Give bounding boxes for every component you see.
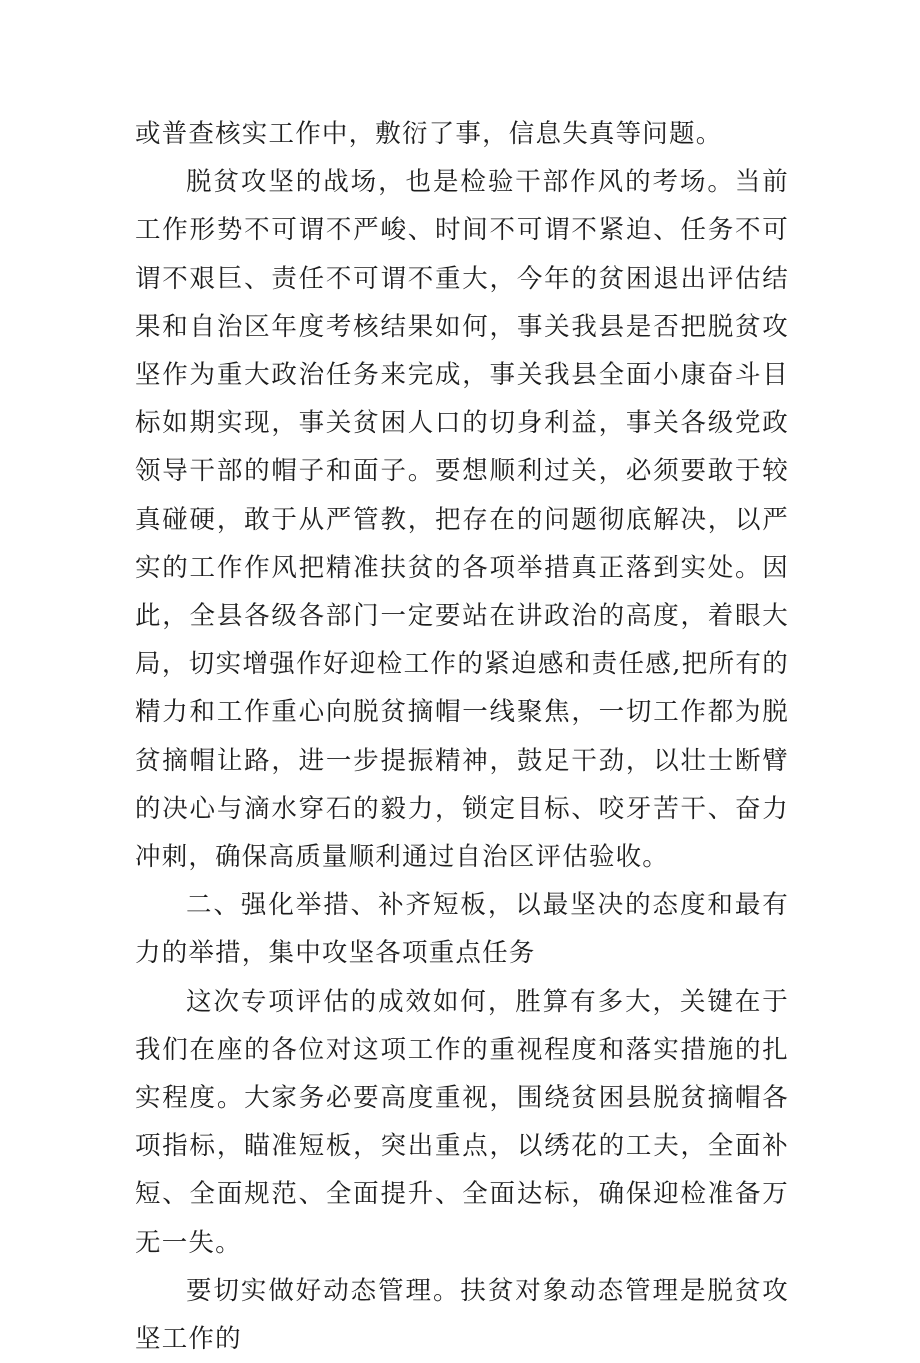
paragraph-assessment: 这次专项评估的成效如何，胜算有多大，关键在于我们在座的各位对这项工作的重视程度和落实措施的扎实程度。大家务必要高度重视，围绕贫困县脱贫摘帽各项指标，瞄准短板，突出重点，以绣花的工夫，全面补短、全面规范、全面提升、全面达标，确保迎检准备万无一失。 xyxy=(135,986,789,1258)
paragraph-dynamic-management: 要切实做好动态管理。扶贫对象动态管理是脱贫攻坚工作的 xyxy=(135,1275,789,1355)
paragraph-work-style: 脱贫攻坚的战场，也是检验干部作风的考场。当前工作形势不可谓不严峻、时间不可谓不紧迫、任务不可谓不艰巨、责任不可谓不重大，今年的贫困退出评估结果和自治区年度考核结果如何，事关我县是否把脱贫攻坚作为重大政治任务来完成，事关我县全面小康奋斗目标如期实现，事关贫困人口的切身利益，事关各级党政领导干部的帽子和面子。要想顺利过关，必须要敢于较真碰硬，敢于从严管教，把存在的问题彻底解决，以严实的工作作风把精准扶贫的各项举措真正落到实处。因此，全县各级各部门一定要站在讲政治的高度，着眼大局，切实增强作好迎检工作的紧迫感和责任感,把所有的精力和工作重心向脱贫摘帽一线聚焦，一切工作都为脱贫摘帽让路，进一步提振精神，鼓足干劲，以壮士断臂的决心与滴水穿石的毅力，锁定目标、咬牙苦干、奋力冲刺，确保高质量顺利通过自治区评估验收。 xyxy=(135,167,789,873)
section-heading: 二、强化举措、补齐短板，以最坚决的态度和最有力的举措，集中攻坚各项重点任务 xyxy=(135,890,789,969)
paragraph-continuation: 或普查核实工作中，敷衍了事，信息失真等问题。 xyxy=(135,119,723,149)
document-body xyxy=(135,110,789,1363)
